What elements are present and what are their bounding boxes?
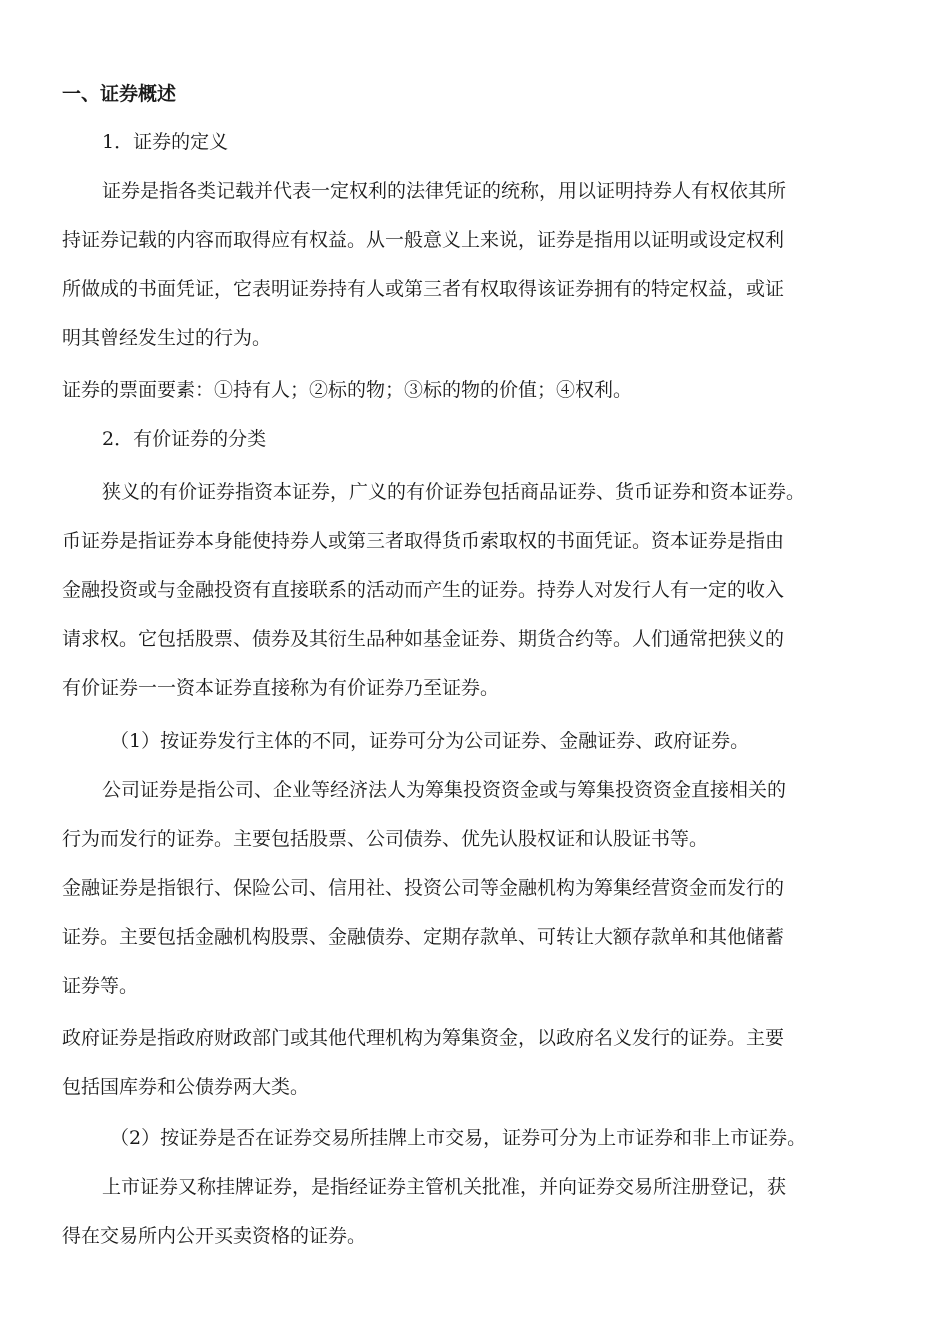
text-line: 持证券记载的内容而取得应有权益。从一般意义上来说，证券是指用以证明或设定权利: [62, 229, 785, 251]
classification-subtitle: [62, 415, 922, 464]
text-line: 币证券是指证券本身能使持券人或第三者取得货币索取权的书面凭证。资本证券是指由: [62, 530, 785, 552]
section-title: 一、证券概述: [62, 83, 177, 105]
definition-paragraph: [62, 167, 922, 363]
text-line: 证券等。: [62, 975, 139, 997]
text-line: 包括国库券和公债券两大类。: [62, 1076, 310, 1098]
company-securities-paragraph: [62, 766, 922, 864]
definition-subtitle: [62, 118, 922, 167]
text-line: 政府证券是指政府财政部门或其他代理机构为筹集资金，以政府名义发行的证券。主要: [62, 1027, 785, 1049]
text-line: 上市证券又称挂牌证券，是指经证券主管机关批准，并向证券交易所注册登记，获: [102, 1176, 787, 1198]
text-line: 证券的票面要素：①持有人；②标的物；③标的物的价值；④权利。: [62, 379, 633, 401]
text-line: 得在交易所内公开买卖资格的证券。: [62, 1225, 367, 1247]
text-line: 明其曾经发生过的行为。: [62, 327, 272, 349]
item-1-paragraph: [62, 717, 922, 766]
narrow-sense-paragraph: [62, 468, 922, 713]
text-line: （2）按证券是否在证券交易所挂牌上市交易，证券可分为上市证券和非上市证券。: [110, 1127, 807, 1149]
text-line: （1）按证券发行主体的不同，证券可分为公司证券、金融证券、政府证券。: [110, 730, 750, 752]
subtitle-text: 1．证券的定义: [102, 131, 229, 153]
text-line: 证券是指各类记载并代表一定权利的法律凭证的统称，用以证明持券人有权依其所: [102, 180, 787, 202]
text-line: 公司证券是指公司、企业等经济法人为筹集投资资金或与筹集投资资金直接相关的: [102, 779, 787, 801]
listed-securities-paragraph: [62, 1163, 922, 1261]
item-2-paragraph: [62, 1114, 922, 1163]
text-line: 行为而发行的证券。主要包括股票、公司债券、优先认股权证和认股证书等。: [62, 828, 709, 850]
text-line: 有价证券一一资本证券直接称为有价证券乃至证券。: [62, 677, 500, 699]
text-line: 请求权。它包括股票、债券及其衍生品种如基金证券、期货合约等。人们通常把狭义的: [62, 628, 785, 650]
financial-securities-paragraph: [62, 864, 922, 1011]
text-line: 金融证券是指银行、保险公司、信用社、投资公司等金融机构为筹集经营资金而发行的: [62, 877, 785, 899]
text-line: 所做成的书面凭证，它表明证券持有人或第三者有权取得该证券拥有的特定权益，或证: [62, 278, 785, 300]
subtitle-text: 2．有价证券的分类: [102, 428, 267, 450]
elements-paragraph: [62, 366, 922, 415]
text-line: 狭义的有价证券指资本证券，广义的有价证券包括商品证券、货币证券和资本证券。: [102, 481, 806, 503]
text-line: 金融投资或与金融投资有直接联系的活动而产生的证券。持券人对发行人有一定的收入: [62, 579, 785, 601]
government-securities-paragraph: [62, 1014, 922, 1112]
text-line: 证券。主要包括金融机构股票、金融债券、定期存款单、可转让大额存款单和其他储蓄: [62, 926, 785, 948]
